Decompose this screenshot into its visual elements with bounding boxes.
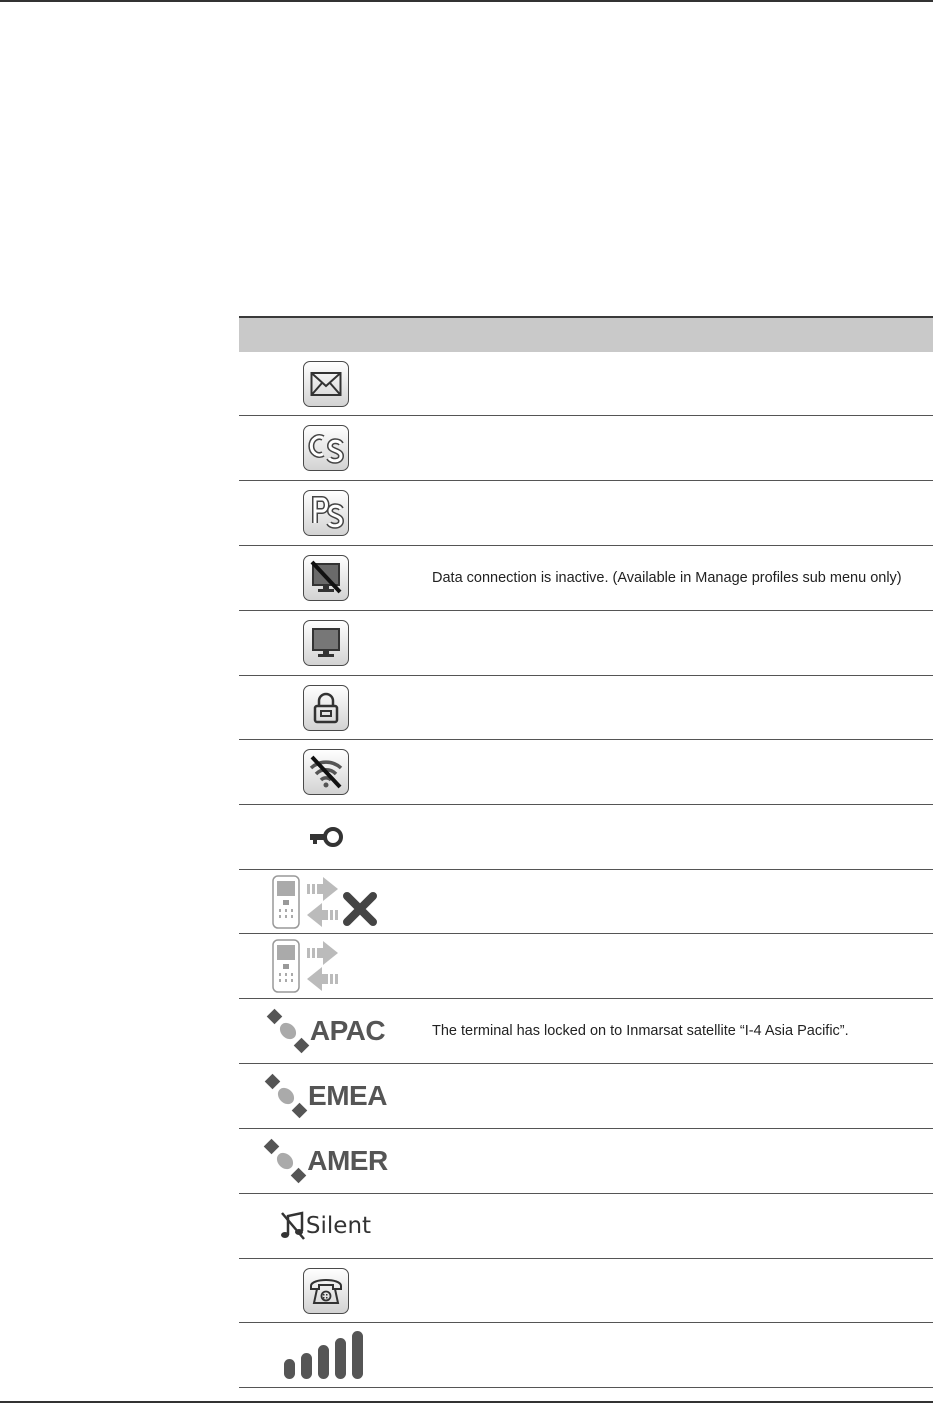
icon-cell: [239, 555, 412, 601]
table-row: [239, 1129, 933, 1194]
handset-transfer-fail-icon: [271, 874, 381, 930]
envelope-icon: [303, 361, 349, 407]
data-inactive-icon: [303, 555, 349, 601]
icon-cell: [239, 938, 412, 994]
satellite-emea-badge: [264, 1072, 387, 1120]
table-row: [239, 999, 933, 1064]
silent-badge: [280, 1211, 371, 1241]
table-row: [239, 870, 933, 934]
top-rule: [0, 0, 933, 2]
table-body: [239, 352, 933, 1388]
music-note-off-icon: [280, 1211, 306, 1241]
icon-cell: [239, 425, 412, 471]
table-row: [239, 416, 933, 481]
icon-cell: [239, 361, 412, 407]
icon-cell: [239, 1329, 412, 1381]
silent-label: Silent: [305, 1213, 372, 1239]
satellite-icon: [266, 1007, 310, 1055]
ps-icon: [303, 490, 349, 536]
table-row: [239, 805, 933, 870]
satellite-icon: [263, 1137, 307, 1185]
icon-cell: [239, 749, 412, 795]
satellite-region-label: EMEA: [308, 1080, 387, 1111]
satellite-region-label: APAC: [309, 1015, 386, 1046]
icon-cell: [239, 1211, 412, 1241]
icon-cell: [239, 1137, 412, 1185]
table-row: [239, 546, 933, 611]
table-row: [239, 611, 933, 676]
table-row: [239, 1259, 933, 1323]
key-icon: [306, 822, 346, 852]
signal-bars-icon: [282, 1329, 370, 1381]
satellite-apac-badge: [266, 1007, 385, 1055]
table-row: [239, 934, 933, 999]
icon-cell: [239, 1268, 412, 1314]
satellite-region-label: AMER: [307, 1145, 388, 1176]
icon-table: [239, 316, 933, 1388]
icon-cell: [239, 874, 412, 930]
table-row: [239, 740, 933, 805]
icon-cell: [239, 490, 412, 536]
wifi-off-icon: [303, 749, 349, 795]
icon-cell: [239, 822, 412, 852]
icon-cell: [239, 620, 412, 666]
row-description: Data connection is inactive. (Available in Manage profiles sub menu only): [432, 570, 902, 586]
telephone-icon: [303, 1268, 349, 1314]
icon-cell: [239, 685, 412, 731]
table-row: [239, 676, 933, 740]
table-row: [239, 481, 933, 546]
table-row: [239, 1194, 933, 1259]
bottom-rule: [0, 1401, 933, 1403]
lock-icon: [303, 685, 349, 731]
table-row: [239, 352, 933, 416]
satellite-amer-badge: [263, 1137, 387, 1185]
icon-cell: [239, 1007, 412, 1055]
satellite-icon: [264, 1072, 308, 1120]
monitor-icon: [303, 620, 349, 666]
handset-transfer-icon: [271, 938, 381, 994]
table-header: [239, 316, 933, 352]
cs-icon: [303, 425, 349, 471]
row-description: The terminal has locked on to Inmarsat satellite “I-4 Asia Pacific”.: [432, 1023, 849, 1039]
icon-cell: [239, 1072, 412, 1120]
table-row: [239, 1064, 933, 1129]
table-row: [239, 1323, 933, 1387]
